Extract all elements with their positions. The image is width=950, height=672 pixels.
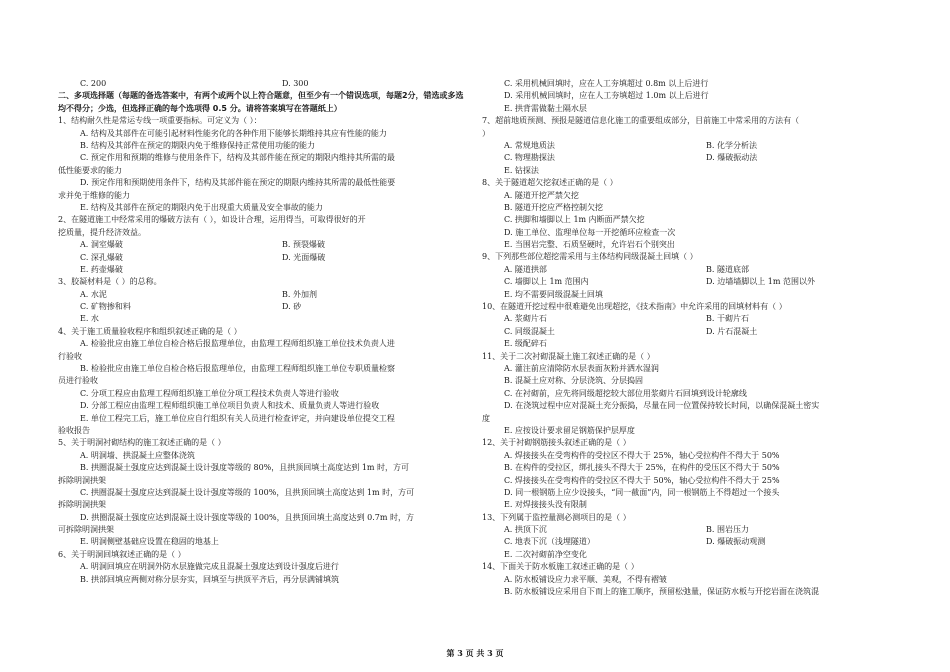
question-text: 员进行验收 xyxy=(58,376,98,386)
option-text: D. 爆破振动观测 xyxy=(706,537,766,547)
option-row xyxy=(482,524,900,536)
option-row xyxy=(482,152,900,164)
left-column xyxy=(58,78,470,586)
option-text: E. 二次衬砌前净空变化 xyxy=(504,549,587,559)
option-text: A. 明洞墙、拱混凝土应整体浇筑 xyxy=(80,450,195,460)
option-text: A. 结构及其部件在可能引起材料性能劣化的各种作用下能够长期维持其应有性能的能力 xyxy=(80,128,387,138)
question-text: 10、在隧道开挖过程中很难避免出现超挖，《技术指南》中允许采用的回填材料有（ ） xyxy=(482,302,787,312)
option-text: A. 隧道拱部 xyxy=(504,264,547,274)
option-text: D. 砂 xyxy=(282,302,302,312)
option-text: D. 施工单位、监理单位每一开挖循环应检查一次 xyxy=(504,227,676,237)
option-row xyxy=(482,276,900,288)
option-text: C. 分项工程应由监理工程师组织施工单位分项工程技术负责人等进行验收 xyxy=(80,388,339,398)
option-text: B. 在构件的受拉区，绑扎接头不得大于 25%，在构件的受压区不得大于 50% xyxy=(504,463,780,473)
option-text: C. 同级混凝土 xyxy=(504,326,555,336)
option-text: E. 药壶爆破 xyxy=(80,264,123,274)
option-text: C. 深孔爆破 xyxy=(80,252,123,262)
option-text: D. 边墙墙脚以上 1m 范围以外 xyxy=(706,277,815,287)
option-row xyxy=(482,140,900,152)
option-text: E. 应按设计要求留足钢筋保护层厚度 xyxy=(504,425,635,435)
option-text: A. 检验批应由施工单位自检合格后报监理单位，由监理工程师组织施工单位技术负责人进 xyxy=(80,339,395,349)
option-text: C. 预定作用和预期的维修与使用条件下，结构及其部件能在预定的期限内维持其所需的最 xyxy=(80,153,395,163)
section-heading: 二、多项选择题（每题的备选答案中，有两个或两个以上符合题意，但至少有一个错误选项，每题2分，错选或多选均不得分；少选，但选择正确的每个选项得 0.5 分。请将答案填写在答题纸上） xyxy=(58,91,464,113)
option-text: C. 拱圈混凝土强度应达到混凝土设计强度等级的 100%，且拱顶回填土高度达到 1m 时，方可 xyxy=(80,487,415,497)
option-row xyxy=(58,239,470,251)
question-text: 求并免于维修的能力 xyxy=(58,190,130,200)
option-text: A. 浆砌片石 xyxy=(504,314,547,324)
question-text: 可拆除明洞拱架 xyxy=(58,525,114,535)
option-text: B. 拱部回填应两侧对称分层夯实，回填至与拱顶平齐后，再分层满铺填筑 xyxy=(80,574,339,584)
option-text: A. 水泥 xyxy=(80,289,107,299)
option-row xyxy=(58,252,470,264)
question-text: 1、结构耐久性是常运专线一项重要指标。可定义为（ ）： xyxy=(58,116,262,126)
option-text: E. 钻探法 xyxy=(504,165,539,175)
question-text: 拆除明洞拱架 xyxy=(58,475,106,485)
option-text: D. 预定作用和预期使用条件下，结构及其部件能在预定的期限内维持其所需的最低性能要 xyxy=(80,178,396,188)
question-text: ） xyxy=(482,128,490,138)
option-text: C. 在衬砌前，应先将同级超挖较大部位用浆砌片石回填到设计轮廓线 xyxy=(504,388,747,398)
option-text: E. 级配碎石 xyxy=(504,339,547,349)
question-text: 低性能要求的能力 xyxy=(58,165,122,175)
question-text: 6、关于明洞回填叙述正确的是（ ） xyxy=(58,549,186,559)
question-text: 14、下面关于防水板施工叙述正确的是（ ） xyxy=(482,562,639,572)
option-row xyxy=(482,326,900,338)
option-text: B. 结构及其部件在预定的期限内免于维修保持正常使用功能的能力 xyxy=(80,140,315,150)
question-text: 挖质量，提升经济效益。 xyxy=(58,227,146,237)
option-text: D. 在浇筑过程中应对混凝土充分振捣，尽量在同一位置保持较长时间，以确保混凝土密实 xyxy=(504,401,820,411)
option-text: D. 300 xyxy=(282,79,309,88)
option-text: E. 对焊接接头没有限制 xyxy=(504,500,587,510)
option-text: D. 片石混凝土 xyxy=(706,326,758,336)
question-text: 11、关于二次衬砌混凝土施工叙述正确的是（ ） xyxy=(482,351,655,361)
question-text: 12、关于衬砌钢筋接头叙述正确的是（ ） xyxy=(482,438,631,448)
option-text: B. 隧道开挖应严格控制欠挖 xyxy=(504,202,603,212)
option-text: A. 隧道开挖严禁欠挖 xyxy=(504,190,579,200)
option-row xyxy=(58,301,470,313)
option-text: C. 矿物掺和料 xyxy=(80,302,131,312)
question-text: 验收报告 xyxy=(58,425,90,435)
option-text: C. 拱脚和墙脚以上 1m 内断面严禁欠挖 xyxy=(504,215,645,225)
option-text: D. 爆破振动法 xyxy=(706,153,758,163)
question-text: 5、关于明洞衬砌结构的施工叙述正确的是（ ） xyxy=(58,438,226,448)
question-text: 8、关于隧道超欠挖叙述正确的是（ ） xyxy=(482,178,618,188)
option-text: C. 200 xyxy=(80,79,107,88)
option-text: C. 墙脚以上 1m 范围内 xyxy=(504,277,589,287)
option-text: C. 采用机械回填时，应在人工夯填超过 0.8m 以上后进行 xyxy=(504,79,709,88)
option-text: A. 洞室爆破 xyxy=(80,240,123,250)
option-row xyxy=(58,78,470,90)
option-row xyxy=(482,264,900,276)
option-row xyxy=(482,313,900,325)
option-text: A. 常规地质法 xyxy=(504,140,555,150)
question-text: 9、下列那些部位超挖需采用与主体结构同级混凝土回填（ ） xyxy=(482,252,698,262)
question-text: 行验收 xyxy=(58,351,82,361)
option-text: A. 防水板铺设应力求平顺、美观，不得有褶皱 xyxy=(504,574,667,584)
option-text: E. 水 xyxy=(80,314,99,324)
option-text: B. 隧道底部 xyxy=(706,264,749,274)
option-text: B. 化学分析法 xyxy=(706,140,757,150)
option-row xyxy=(482,536,900,548)
option-text: B. 预裂爆破 xyxy=(282,240,325,250)
option-text: B. 防水板铺设应采用自下而上的施工顺序，预留松弛量，保证防水板与开挖岩面在浇筑混 xyxy=(504,587,819,597)
option-text: B. 外加剂 xyxy=(282,289,317,299)
right-column xyxy=(482,78,900,598)
option-text: C. 物理勘探法 xyxy=(504,153,555,163)
option-text: D. 光面爆破 xyxy=(282,252,326,262)
option-text: E. 拱背需做黏土隔水层 xyxy=(504,103,587,113)
option-row xyxy=(58,289,470,301)
question-text: 7、超前地质预测、预报是隧道信息化施工的重要组成部分，目前施工中常采用的方法有（ xyxy=(482,116,800,126)
option-text: B. 围岩压力 xyxy=(706,525,749,535)
option-text: A. 灌注前应清除防水层表面灰粉并洒水湿润 xyxy=(504,363,659,373)
option-text: D. 拱圈混凝土强度应达到混凝土设计强度等级的 100%，且拱顶回填土高度达到 0.7m 时，方 xyxy=(80,512,415,522)
option-text: B. 拱圈混凝土强度应达到混凝土设计强度等级的 80%，且拱顶回填土高度达到 1m 时，方可 xyxy=(80,463,410,473)
question-text: 13、下列属于监控量测必测项目的是（ ） xyxy=(482,512,631,522)
option-text: B. 混凝土应对称、分层浇筑、分层捣固 xyxy=(504,376,643,386)
option-text: C. 地表下沉（浅埋隧道） xyxy=(504,537,595,547)
option-text: A. 焊接接头在受弯构件的受拉区不得大于 25%，轴心受拉构件不得大于 50% xyxy=(504,450,780,460)
option-text: E. 均不需要同级混凝土回填 xyxy=(504,289,603,299)
option-text: E. 单位工程完工后，施工单位应自行组织有关人员进行检查评定，并向建设单位提交工程 xyxy=(80,413,395,423)
option-text: A. 明洞回填应在明洞外防水层施做完成且混凝土强度达到设计强度后进行 xyxy=(80,562,339,572)
option-text: A. 拱顶下沉 xyxy=(504,525,547,535)
option-text: B. 检验批应由施工单位自检合格后报监理单位，由监理工程师组织施工单位专职质量检察 xyxy=(80,364,395,374)
option-text: D. 采用机械回填时，应在人工夯填超过 1.0m 以上后进行 xyxy=(504,91,709,101)
page-footer: 第 3 页 共 3 页 xyxy=(446,648,504,658)
question-text: 3、胶凝材料是（ ）的总称。 xyxy=(58,277,162,287)
question-text: 4、关于施工质量验收程序和组织叙述正确的是（ ） xyxy=(58,326,242,336)
option-text: C. 焊接接头在受弯构件的受拉区不得大于 50%，轴心受拉构件不得大于 25% xyxy=(504,475,780,485)
option-text: E. 当围岩完整、石质坚硬时，允许岩石个别突出 xyxy=(504,240,675,250)
question-text: 度 xyxy=(482,413,490,423)
option-text: D. 分部工程应由监理工程师组织施工单位项目负责人和技术、质量负责人等进行验收 xyxy=(80,401,380,411)
option-text: D. 同一根钢筋上应少设接头，“同一截面”内，同一根钢筋上不得超过一个接头 xyxy=(504,487,780,497)
option-text: B. 干砌片石 xyxy=(706,314,749,324)
option-text: E. 结构及其部件在预定的期限内免于出现重大质量及安全事故的能力 xyxy=(80,202,323,212)
question-text: 拆除明洞拱架 xyxy=(58,500,106,510)
option-text: E. 明洞侧壁基础应设置在稳固的地基上 xyxy=(80,537,219,547)
question-text: 2、在隧道施工中经常采用的爆破方法有（ ），如设计合理，运用得当，可取得很好的开 xyxy=(58,215,366,225)
